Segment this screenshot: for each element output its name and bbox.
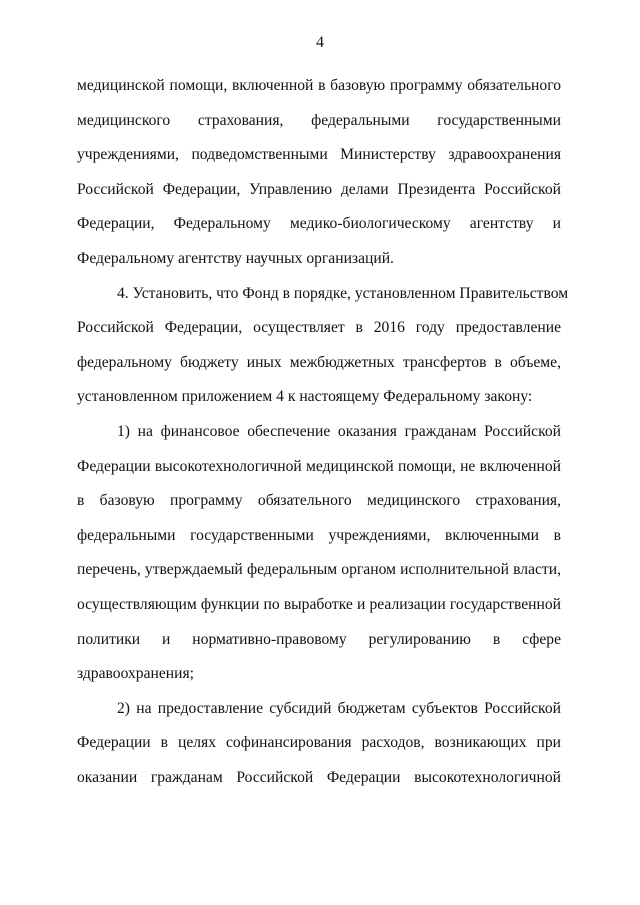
text-line: медицинского страхования, федеральными государственными — [77, 111, 561, 129]
document-body — [77, 69, 569, 795]
text-line: осуществляющим функции по выработке и реализации государственной — [77, 595, 561, 613]
text-line: Федеральному агентству научных организаций. — [77, 249, 394, 267]
item-1-start: 1) на финансовое обеспечение оказания гражданам Российской — [117, 422, 561, 440]
text-line: Федерации в целях софинансирования расходов, возникающих при — [77, 734, 561, 752]
text-line: оказании гражданам Российской Федерации высокотехнологичной — [77, 768, 561, 786]
text-line: Российской Федерации, осуществляет в 2016 году предоставление — [77, 319, 561, 337]
text-line: в базовую программу обязательного медицинского страхования, — [77, 492, 561, 510]
text-line: политики и нормативно-правовому регулированию в сфере — [77, 630, 561, 648]
paragraph-4-start: 4. Установить, что Фонд в порядке, установленном Правительством — [117, 284, 569, 302]
text-line: учреждениями, подведомственными Министерству здравоохранения — [77, 146, 561, 164]
text-line: установленном приложением 4 к настоящему Федеральному закону: — [77, 388, 533, 406]
text-line: федеральному бюджету иных межбюджетных трансфертов в объеме, — [77, 353, 561, 371]
text-line: Федерации высокотехнологичной медицинской помощи, не включенной — [77, 457, 561, 475]
text-line: федеральными государственными учреждениями, включенными в — [77, 526, 561, 544]
text-line: Федерации, Федеральному медико-биологическому агентству и — [77, 215, 561, 233]
item-2-start: 2) на предоставление субсидий бюджетам субъектов Российской — [117, 699, 561, 717]
text-line: Российской Федерации, Управлению делами Президента Российской — [77, 180, 561, 198]
text-line: медицинской помощи, включенной в базовую программу обязательного — [77, 77, 561, 94]
page-number: 4 — [316, 34, 324, 51]
text-line: перечень, утверждаемый федеральным органом исполнительной власти, — [77, 561, 561, 579]
text-line: здравоохранения; — [77, 665, 194, 683]
